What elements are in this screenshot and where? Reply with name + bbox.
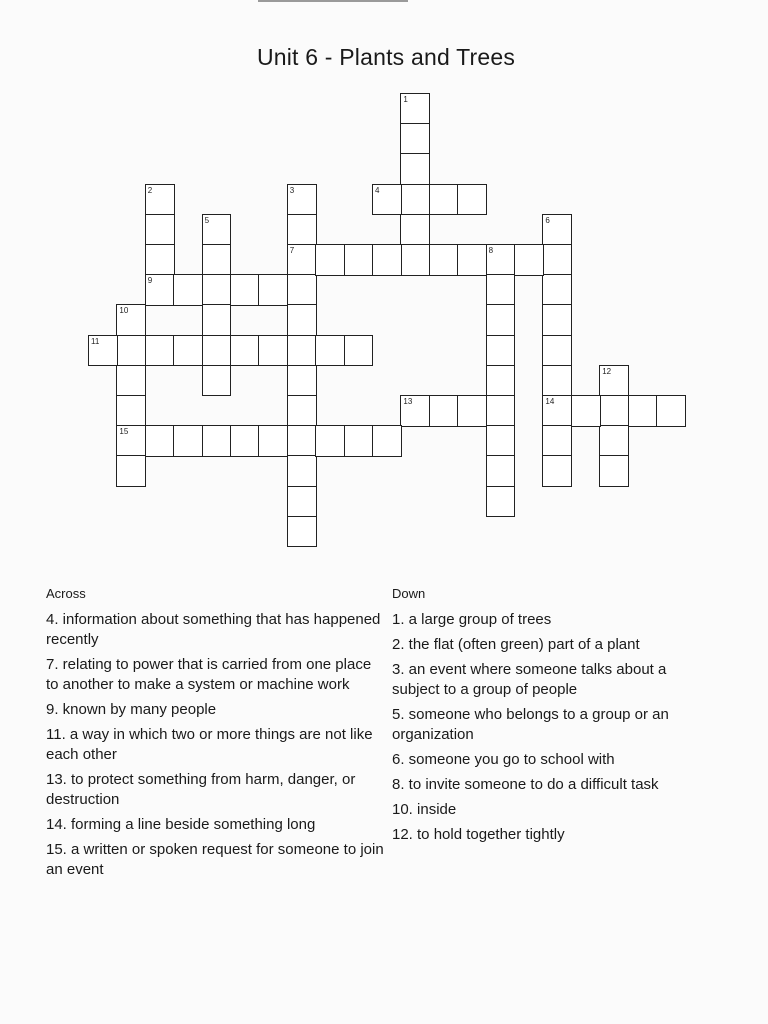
crossword-cell[interactable] — [542, 365, 572, 397]
crossword-cell[interactable] — [287, 516, 317, 548]
crossword-cell[interactable] — [287, 455, 317, 487]
crossword-cell[interactable] — [486, 304, 516, 336]
crossword-cell[interactable] — [429, 184, 459, 216]
cell-number: 12 — [602, 366, 612, 376]
crossword-cell[interactable] — [344, 425, 374, 457]
crossword-cell[interactable] — [315, 335, 345, 367]
crossword-cell[interactable] — [656, 395, 686, 427]
crossword-cell[interactable] — [116, 455, 146, 487]
crossword-cell[interactable] — [202, 274, 232, 306]
crossword-cell[interactable] — [599, 395, 629, 427]
crossword-cell[interactable] — [258, 274, 288, 306]
crossword-cell[interactable] — [542, 455, 572, 487]
down-clue: 1. a large group of trees — [392, 611, 552, 628]
crossword-cell[interactable] — [542, 335, 572, 367]
crossword-cell[interactable] — [628, 395, 658, 427]
crossword-cell[interactable] — [173, 425, 203, 457]
crossword-cell[interactable] — [287, 214, 317, 246]
cell-number: 10 — [119, 306, 129, 316]
crossword-cell[interactable] — [486, 486, 516, 518]
crossword-cell[interactable] — [202, 365, 232, 397]
crossword-cell[interactable] — [287, 304, 317, 336]
crossword-cell[interactable] — [344, 244, 374, 276]
crossword-cell[interactable] — [173, 335, 203, 367]
crossword-cell[interactable] — [372, 244, 402, 276]
crossword-cell[interactable] — [258, 335, 288, 367]
crossword-cell[interactable] — [202, 425, 232, 457]
crossword-cell[interactable] — [287, 335, 317, 367]
crossword-cell[interactable] — [486, 335, 516, 367]
across-heading: Across — [46, 586, 86, 601]
crossword-cell[interactable] — [287, 365, 317, 397]
crossword-cell[interactable] — [202, 244, 232, 276]
crossword-cell[interactable] — [542, 425, 572, 457]
down-clues — [392, 584, 702, 850]
crossword-cell[interactable] — [116, 365, 146, 397]
cell-number: 8 — [488, 246, 494, 255]
crossword-cell[interactable] — [315, 425, 345, 457]
crossword-cell[interactable] — [258, 425, 288, 457]
across-clues — [46, 584, 386, 885]
crossword-cell[interactable] — [230, 274, 260, 306]
crossword-cell[interactable] — [457, 184, 487, 216]
crossword-cell[interactable] — [486, 274, 516, 306]
crossword-cell[interactable] — [486, 395, 516, 427]
crossword-cell[interactable] — [400, 244, 430, 276]
crossword-cell[interactable] — [230, 335, 260, 367]
crossword-cell[interactable] — [344, 335, 374, 367]
across-clue: 15. a written or spoken request for someone to join an event — [46, 841, 384, 878]
down-clue: 5. someone who belongs to a group or an organization — [392, 706, 669, 743]
crossword-cell[interactable] — [202, 335, 232, 367]
cell-number: 5 — [204, 215, 210, 225]
across-clue: 4. information about something that has happened recently — [46, 611, 381, 648]
crossword-cell[interactable] — [372, 425, 402, 457]
across-clue: 7. relating to power that is carried from one place to another to make a system or machine work — [46, 656, 372, 693]
crossword-cell[interactable] — [287, 486, 317, 518]
crossword-cell[interactable] — [400, 214, 430, 246]
across-clue: 14. forming a line beside something long — [46, 816, 316, 833]
crossword-cell[interactable] — [145, 335, 175, 367]
across-clue: 13. to protect something from harm, danger, or destruction — [46, 771, 356, 808]
cell-number: 15 — [119, 427, 129, 437]
down-clue: 6. someone you go to school with — [392, 751, 615, 768]
crossword-cell[interactable] — [486, 425, 516, 457]
cell-number: 4 — [375, 185, 380, 195]
crossword-cell[interactable] — [457, 395, 487, 427]
crossword-cell[interactable] — [287, 274, 317, 306]
crossword-cell[interactable] — [116, 335, 146, 367]
down-clue: 2. the flat (often green) part of a plant — [392, 636, 640, 653]
crossword-cell[interactable] — [173, 274, 203, 306]
crossword-cell[interactable] — [457, 244, 487, 276]
across-clue: 11. a way in which two or more things are not like each other — [46, 726, 373, 763]
crossword-cell[interactable] — [400, 184, 430, 216]
down-clue: 10. inside — [392, 801, 457, 818]
crossword-cell[interactable] — [542, 304, 572, 336]
crossword-cell[interactable] — [202, 304, 232, 336]
down-clue: 8. to invite someone to do a difficult task — [392, 776, 659, 793]
crossword-cell[interactable] — [145, 244, 175, 276]
crossword-cell[interactable] — [599, 425, 629, 457]
crossword-cell[interactable] — [429, 395, 459, 427]
crossword-cell[interactable] — [429, 244, 459, 276]
down-heading: Down — [392, 586, 426, 601]
crossword-cell[interactable] — [400, 123, 430, 155]
crossword-cell[interactable] — [145, 214, 175, 246]
crossword-cell[interactable] — [486, 365, 516, 397]
down-clue: 12. to hold together tightly — [392, 826, 565, 843]
crossword-cell[interactable] — [287, 425, 317, 457]
crossword-cell[interactable] — [116, 395, 146, 427]
crossword-cell[interactable] — [514, 244, 544, 276]
cell-number: 7 — [289, 246, 295, 255]
across-clue: 9. known by many people — [46, 701, 217, 718]
cell-number: 1 — [403, 95, 408, 104]
page-title: Unit 6 - Plants and Trees — [256, 44, 516, 70]
cell-number: 3 — [289, 185, 295, 195]
cell-number: 6 — [545, 215, 550, 225]
crossword-cell[interactable] — [145, 425, 175, 457]
crossword-cell[interactable] — [542, 274, 572, 306]
cell-number: 2 — [147, 185, 153, 195]
cell-number: 14 — [545, 397, 555, 406]
cell-number: 13 — [403, 397, 413, 406]
crossword-cell[interactable] — [486, 455, 516, 487]
crossword-cell[interactable] — [287, 395, 317, 427]
cell-number: 11 — [91, 336, 100, 346]
crossword-cell[interactable] — [400, 153, 430, 185]
crossword-cell[interactable] — [571, 395, 601, 427]
crossword-cell[interactable] — [315, 244, 345, 276]
down-clue: 3. an event where someone talks about a subject to a group of people — [392, 661, 667, 698]
crossword-cell[interactable] — [230, 425, 260, 457]
crossword-cell[interactable] — [599, 455, 629, 487]
cell-number: 9 — [147, 276, 153, 286]
crossword-cell[interactable] — [542, 244, 572, 276]
